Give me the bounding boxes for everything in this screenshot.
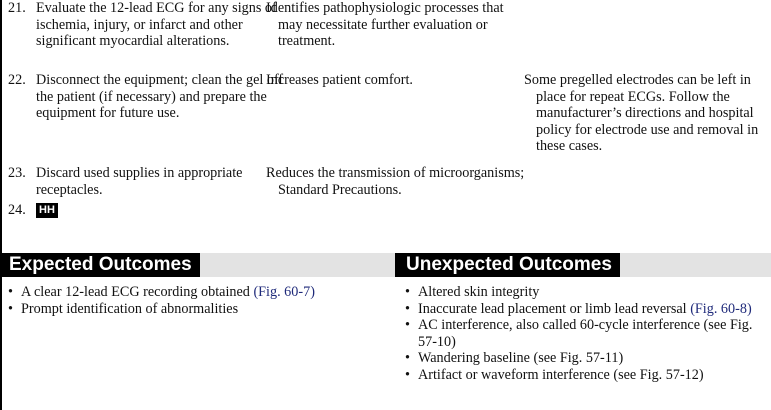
- list-item: [403, 284, 768, 301]
- item-text: Artifact or waveform interference (see Fig. 57-12): [418, 366, 704, 383]
- step-number: 23.: [8, 165, 26, 181]
- item-text: Altered skin integrity: [418, 284, 540, 300]
- step-action: Evaluate the 12-lead ECG for any signs of ischemia, injury, or infarct and other significant myocardial alterations.: [36, 0, 277, 49]
- step-action: Discard used supplies in appropriate receptacles.: [36, 165, 243, 198]
- list-item: [6, 301, 391, 318]
- figure-link[interactable]: (Fig. 60-8): [690, 300, 752, 317]
- list-item: [403, 367, 768, 384]
- step-rationale: Identifies pathophysiologic processes that may necessitate further evaluation or treatment.: [266, 0, 504, 49]
- step-number: 22.: [8, 72, 26, 88]
- list-item: [403, 350, 768, 367]
- expected-outcomes-header: [0, 253, 399, 277]
- step-action: Disconnect the equipment; clean the gel off the patient (if necessary) and prepare the equipment for future use.: [36, 72, 284, 121]
- step-number: 21.: [8, 0, 26, 16]
- item-text: Wandering baseline (see Fig. 57-11): [418, 350, 624, 366]
- list-item: [6, 284, 391, 301]
- unexpected-outcomes-header: [397, 253, 771, 277]
- step-number: 24.: [8, 202, 26, 218]
- expected-outcomes-list: [6, 284, 391, 317]
- step-rationale: Increases patient comfort.: [266, 72, 413, 88]
- unexpected-outcomes-list: [403, 284, 768, 383]
- step-rationale: Reduces the transmission of microorganisms; Standard Precautions.: [266, 165, 525, 198]
- item-text: AC interference, also called 60-cycle interference (see Fig. 57-10): [418, 317, 753, 350]
- step-note: Some pregelled electrodes can be left in place for repeat ECGs. Follow the manufacturer’s directions and hospital policy for electrode use and removal in these cases.: [524, 72, 759, 154]
- item-text: Inaccurate lead placement or limb lead reversal: [418, 300, 691, 317]
- item-text: A clear 12-lead ECG recording obtained: [21, 284, 254, 300]
- list-item: [403, 301, 768, 318]
- list-item: [403, 317, 768, 350]
- section-title: Unexpected Outcomes: [397, 253, 620, 277]
- item-text: Prompt identification of abnormalities: [21, 300, 239, 317]
- section-title: Expected Outcomes: [0, 253, 200, 277]
- figure-link[interactable]: (Fig. 60-7): [253, 284, 315, 300]
- hand-hygiene-icon: HH: [36, 203, 58, 218]
- left-border: [0, 0, 2, 410]
